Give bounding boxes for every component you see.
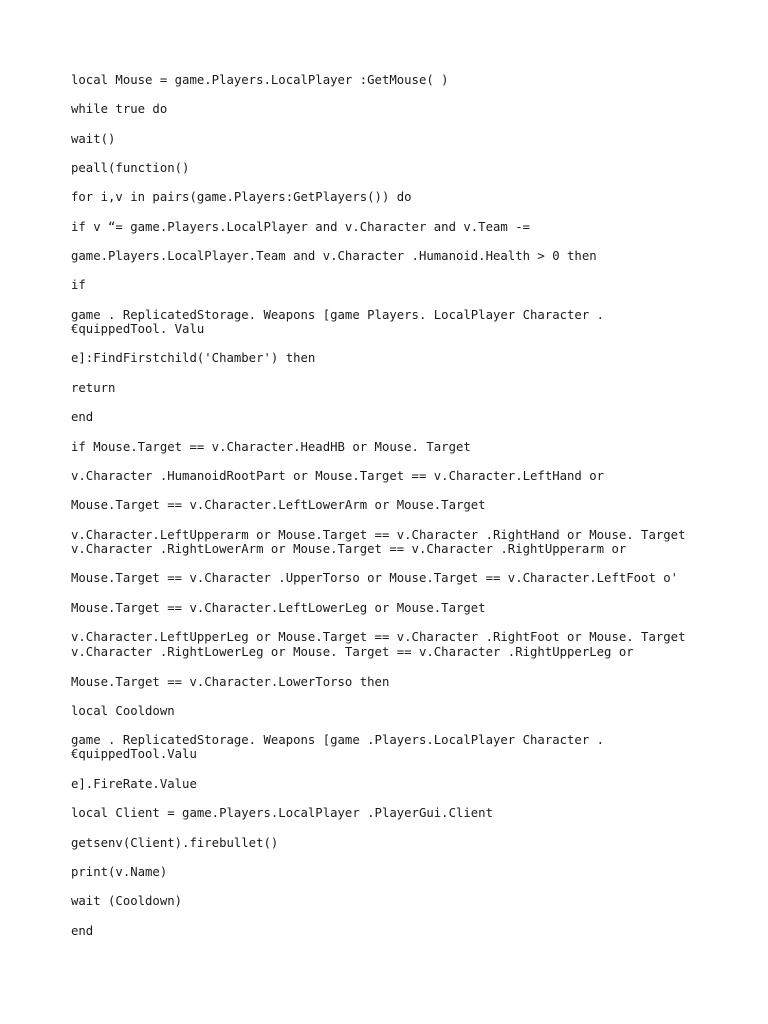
code-line: v.Character .RightLowerArm or Mouse.Target == v.Character .RightUpperarm or — [71, 542, 627, 556]
code-line: local Cooldown — [71, 704, 175, 718]
code-line: Mouse.Target == v.Character.LeftLowerArm or Mouse.Target — [71, 498, 486, 512]
code-line: wait (Cooldown) — [71, 894, 183, 908]
code-line: €quippedTool.Valu — [71, 747, 197, 761]
code-line: if Mouse.Target == v.Character.HeadHB or Mouse. Target — [71, 440, 471, 454]
code-line: while true do — [71, 102, 168, 116]
code-line: if v “= game.Players.LocalPlayer and v.Character and v.Team -= — [71, 220, 531, 234]
code-line: print(v.Name) — [71, 865, 168, 879]
code-line: getsenv(Client).firebullet() — [71, 836, 279, 850]
code-line: game.Players.LocalPlayer.Team and v.Character .Humanoid.Health > 0 then — [71, 249, 597, 263]
code-line: game . ReplicatedStorage. Weapons [game Players. LocalPlayer Character . — [71, 308, 605, 322]
code-line: v.Character.LeftUpperLeg or Mouse.Target == v.Character .RightFoot or Mouse. Target — [71, 630, 686, 644]
code-line: e].FireRate.Value — [71, 777, 197, 791]
code-line: Mouse.Target == v.Character .UpperTorso or Mouse.Target == v.Character.LeftFoot o' — [71, 571, 679, 585]
code-line: local Mouse = game.Players.LocalPlayer :GetMouse( ) — [71, 73, 449, 87]
code-line: local Client = game.Players.LocalPlayer .PlayerGui.Client — [71, 806, 493, 820]
code-line: if — [71, 278, 86, 292]
code-line: v.Character .HumanoidRootPart or Mouse.Target == v.Character.LeftHand or — [71, 469, 605, 483]
code-line: end — [71, 924, 94, 938]
code-line: game . ReplicatedStorage. Weapons [game .Players.LocalPlayer Character . — [71, 733, 605, 747]
code-line: wait() — [71, 132, 116, 146]
code-line: Mouse.Target == v.Character.LowerTorso then — [71, 675, 390, 689]
code-line: Mouse.Target == v.Character.LeftLowerLeg or Mouse.Target — [71, 601, 486, 615]
code-line: v.Character.LeftUpperarm or Mouse.Target == v.Character .RightHand or Mouse. Target — [71, 528, 686, 542]
code-line: end — [71, 410, 94, 424]
code-line: return — [71, 381, 116, 395]
code-line: for i,v in pairs(game.Players:GetPlayers()) do — [71, 190, 412, 204]
code-line: peall(function() — [71, 161, 190, 175]
code-line: e]:FindFirstchild('Chamber') then — [71, 351, 316, 365]
code-line: v.Character .RightLowerLeg or Mouse. Target == v.Character .RightUpperLeg or — [71, 645, 634, 659]
code-line: €quippedTool. Valu — [71, 322, 205, 336]
